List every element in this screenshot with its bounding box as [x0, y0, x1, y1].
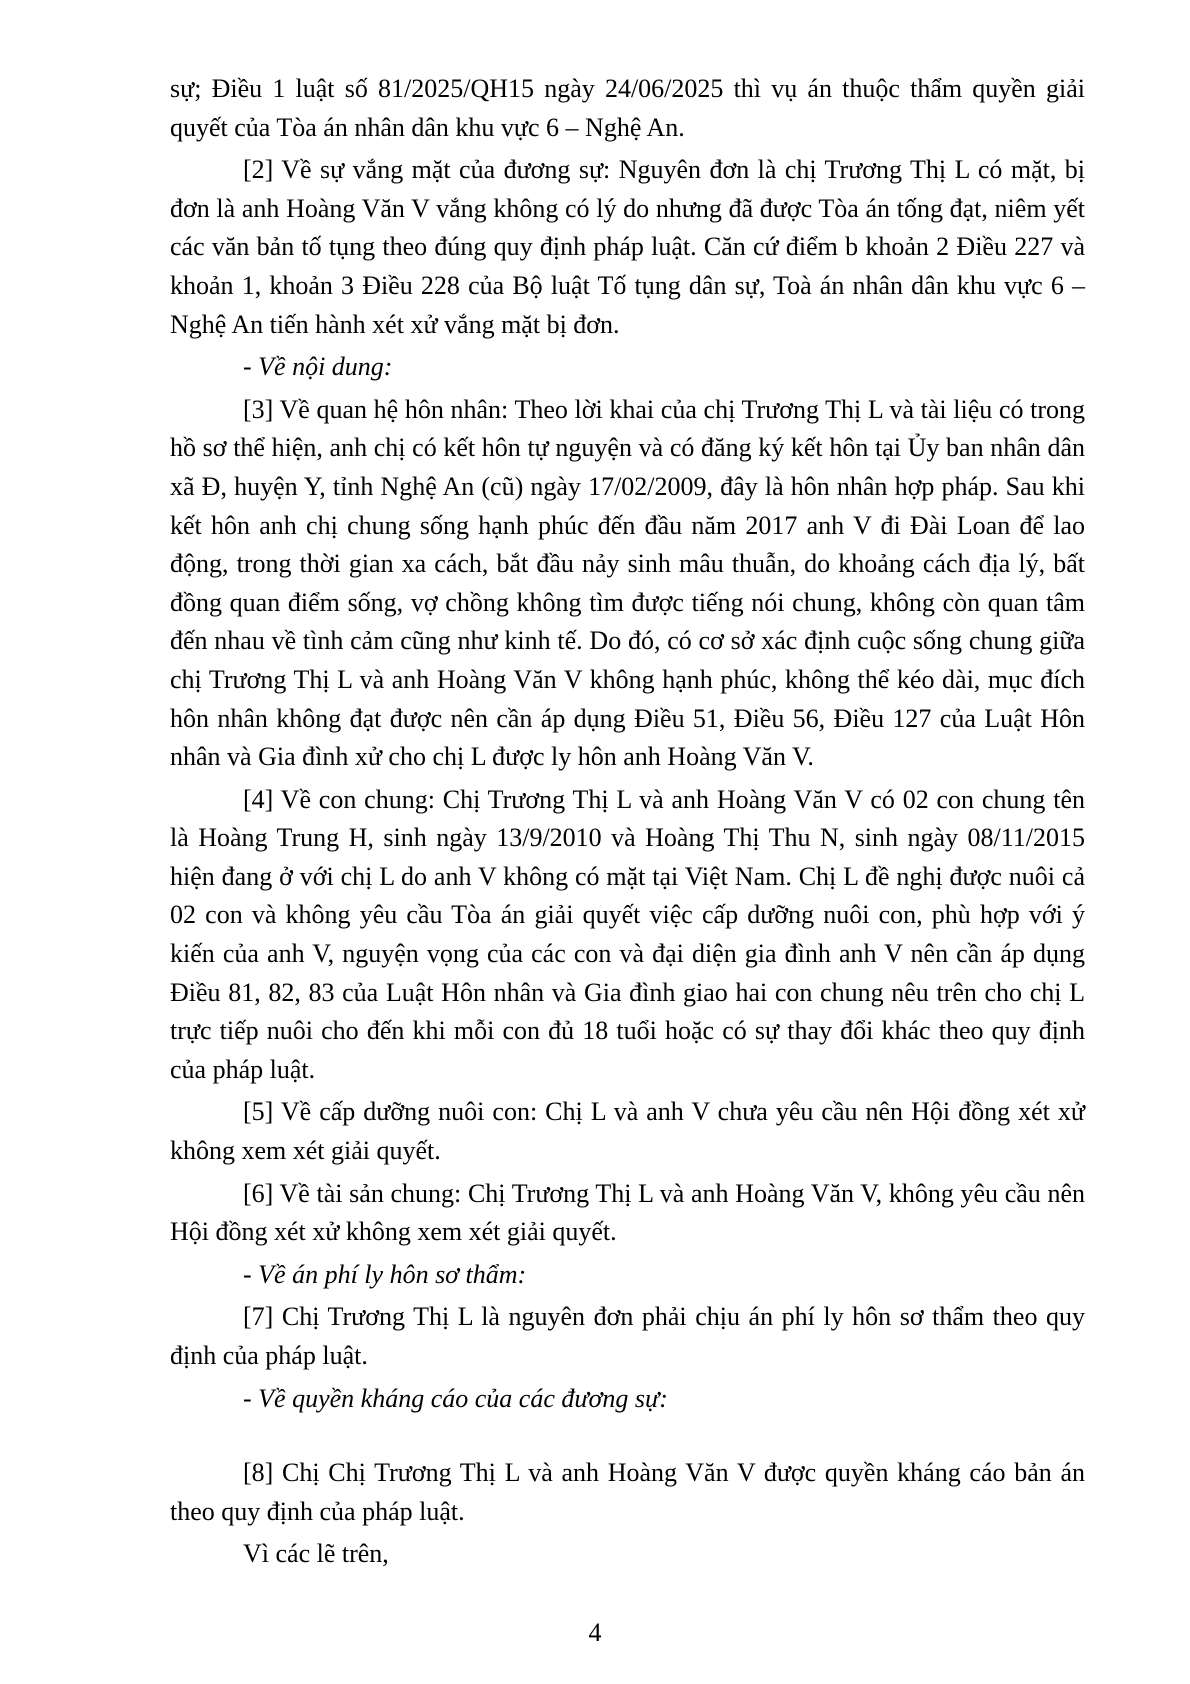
paragraph-7-court-fee: [7] Chị Trương Thị L là nguyên đơn phải chịu án phí ly hôn sơ thẩm theo quy định của pháp luật.: [170, 1302, 1085, 1370]
blank-line: [170, 1422, 1085, 1454]
paragraph-4-children: [4] Về con chung: Chị Trương Thị L và anh Hoàng Văn V có 02 con chung tên là Hoàng Trung H, sinh ngày 13/9/2010 và Hoàng Thị Thu N, sinh ngày 08/11/2015 hiện đang ở với chị L do anh V không có mặt tại Việt Nam. Chị L đề nghị được nuôi cả 02 con và không yêu cầu Tòa án giải quyết việc cấp dưỡng nuôi con, phù hợp với ý kiến của anh V, nguyện vọng của các con và đại diện gia đình anh V nên cần áp dụng Điều 81, 82, 83 của Luật Hôn nhân và Gia đình giao hai con chung nêu trên cho chị L trực tiếp nuôi cho đến khi mỗi con đủ 18 tuổi hoặc có sự thay đổi khác theo quy định của pháp luật.: [170, 784, 1085, 1084]
paragraph-8-appeal: [8] Chị Chị Trương Thị L và anh Hoàng Văn V được quyền kháng cáo bản án theo quy định của pháp luật.: [170, 1458, 1085, 1526]
paragraph-jurisdiction-continued: sự; Điều 1 luật số 81/2025/QH15 ngày 24/06/2025 thì vụ án thuộc thẩm quyền giải quyết của Tòa án nhân dân khu vực 6 – Nghệ An.: [170, 74, 1085, 142]
heading-content: - Về nội dung:: [243, 352, 393, 382]
closing-line: Vì các lẽ trên,: [243, 1539, 389, 1569]
heading-appeal-rights: - Về quyền kháng cáo của các đương sự:: [243, 1383, 668, 1413]
paragraph-2-absence: [2] Về sự vắng mặt của đương sự: Nguyên đơn là chị Trương Thị L có mặt, bị đơn là anh Hoàng Văn V vắng không có lý do nhưng đã được Tòa án tống đạt, niêm yết các văn bản tố tụng theo đúng quy định pháp luật. Căn cứ điểm b khoản 2 Điều 227 và khoản 1, khoản 3 Điều 228 của Bộ luật Tố tụng dân sự, Toà án nhân dân khu vực 6 – Nghệ An tiến hành xét xử vắng mặt bị đơn.: [170, 155, 1085, 339]
paragraph-6-common-property: [6] Về tài sản chung: Chị Trương Thị L và anh Hoàng Văn V, không yêu cầu nên Hội đồng xét xử không xem xét giải quyết.: [170, 1178, 1085, 1247]
page-number: 4: [588, 1618, 602, 1647]
document-body: [170, 70, 1085, 1578]
paragraph-5-child-support: [5] Về cấp dưỡng nuôi con: Chị L và anh V chưa yêu cầu nên Hội đồng xét xử không xem xét giải quyết.: [170, 1097, 1085, 1166]
heading-court-fee: - Về án phí ly hôn sơ thẩm:: [243, 1259, 527, 1289]
paragraph-3-marriage: [3] Về quan hệ hôn nhân: Theo lời khai của chị Trương Thị L và tài liệu có trong hồ sơ thể hiện, anh chị có kết hôn tự nguyện và có đăng ký kết hôn tại Ủy ban nhân dân xã Đ, huyện Y, tỉnh Nghệ An (cũ) ngày 17/02/2009, đây là hôn nhân hợp pháp. Sau khi kết hôn anh chị chung sống hạnh phúc đến đầu năm 2017 anh V đi Đài Loan để lao động, trong thời gian xa cách, bắt đầu nảy sinh mâu thuẫn, do khoảng cách địa lý, bất đồng quan điểm sống, vợ chồng không tìm được tiếng nói chung, không còn quan tâm đến nhau về tình cảm cũng như kinh tế. Do đó, có cơ sở xác định cuộc sống chung giữa chị Trương Thị L và anh Hoàng Văn V không hạnh phúc, không thể kéo dài, mục đích hôn nhân không đạt được nên cần áp dụng Điều 51, Điều 56, Điều 127 của Luật Hôn nhân và Gia đình xử cho chị L được ly hôn anh Hoàng Văn V.: [170, 394, 1085, 772]
